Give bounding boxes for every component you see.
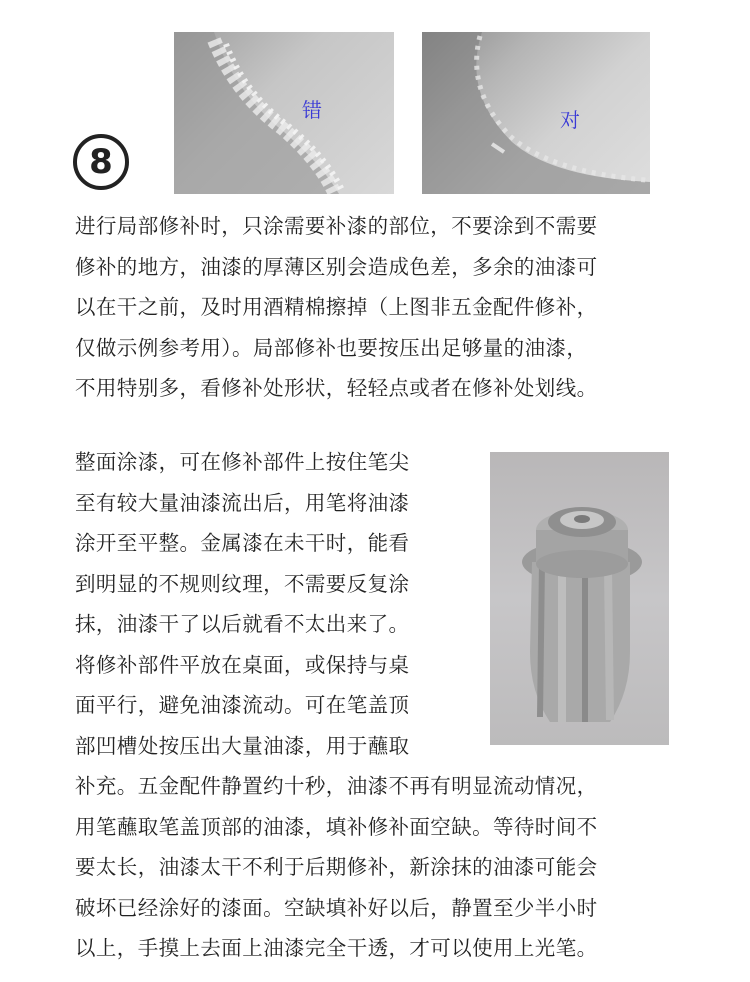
step-number-badge: 8	[73, 134, 129, 190]
local-repair-instructions	[75, 206, 598, 409]
text-line: 修补的地方，油漆的厚薄区别会造成色差，多余的油漆可	[75, 254, 598, 279]
correct-label: 对	[560, 108, 580, 132]
text-line: 要太长，油漆太干不利于后期修补，新涂抹的油漆可能会	[75, 855, 598, 879]
text-line: 进行局部修补时，只涂需要补漆的部位，不要涂到不需要	[75, 214, 598, 238]
text-line: 仅做示例参考用）。局部修补也要按压出足够量的油漆，	[75, 335, 588, 360]
text-line: 至有较大量油漆流出后，用笔将油漆	[75, 490, 410, 515]
full-surface-painting-instructions	[75, 442, 598, 969]
text-line: 不用特别多，看修补处形状，轻轻点或者在修补处划线。	[75, 376, 598, 400]
text-line: 将修补部件平放在桌面，或保持与桌	[75, 652, 410, 677]
paint-smear-wrong-image	[174, 32, 394, 194]
text-line: 面平行，避免油漆流动。可在笔盖顶	[75, 693, 410, 717]
text-line: 整面涂漆，可在修补部件上按住笔尖	[75, 450, 410, 474]
text-line: 补充。五金配件静置约十秒，油漆不再有明显流动情况，	[75, 774, 598, 798]
text-line: 抹，油漆干了以后就看不太出来了。	[75, 612, 410, 636]
correct-example-photo	[422, 32, 650, 194]
text-line: 破坏已经涂好的漆面。空缺填补好以后，静置至少半小时	[75, 895, 598, 920]
text-line: 涂开至平整。金属漆在未干时，能看	[75, 531, 410, 555]
wrong-label: 错	[302, 98, 322, 122]
paint-touchup-correct-image	[422, 32, 650, 194]
text-line: 到明显的不规则纹理，不需要反复涂	[75, 571, 410, 596]
text-line: 用笔蘸取笔盖顶部的油漆，填补修补面空缺。等待时间不	[75, 814, 598, 839]
text-line: 以在干之前，及时用酒精棉擦掉（上图非五金配件修补，	[75, 295, 598, 319]
text-line: 以上，手摸上去面上油漆完全干透，才可以使用上光笔。	[75, 936, 598, 960]
text-line: 部凹槽处按压出大量油漆，用于蘸取	[75, 733, 410, 758]
wrong-example-photo	[174, 32, 394, 194]
